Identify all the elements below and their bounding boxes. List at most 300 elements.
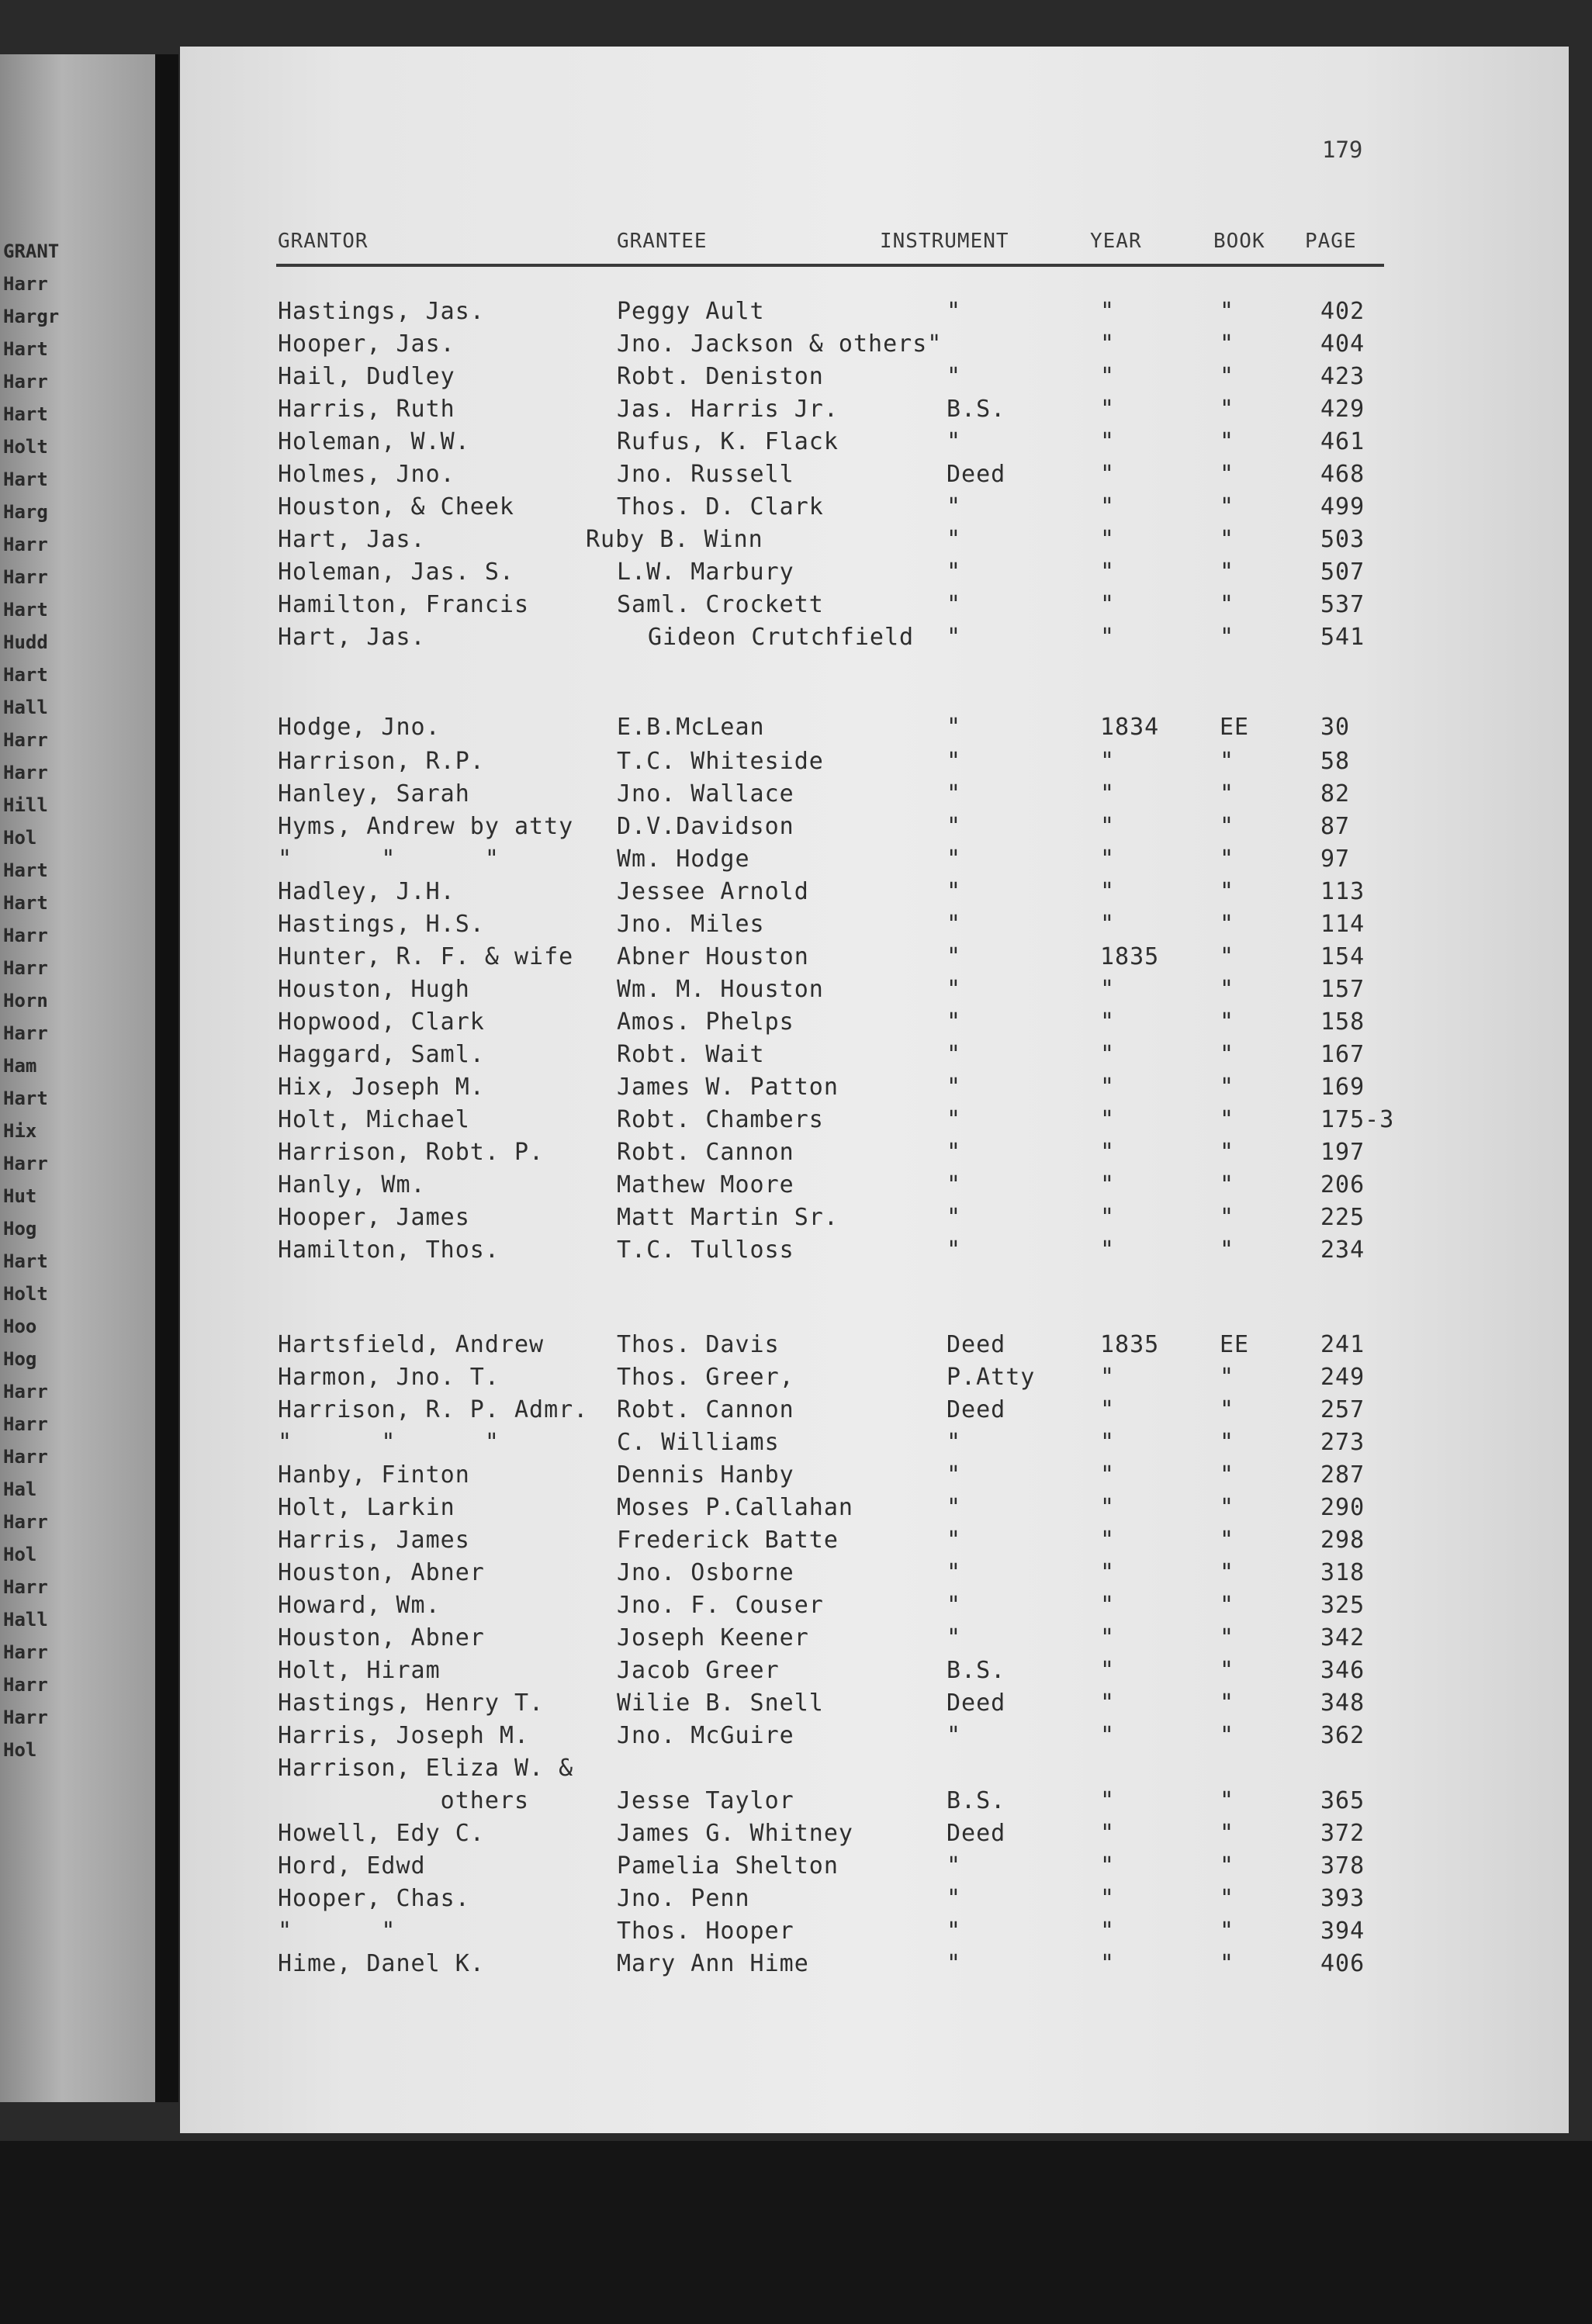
book-cell: " [1220, 591, 1235, 618]
page-cell: 537 [1320, 591, 1365, 618]
grantor-cell: Hyms, Andrew by atty [278, 813, 574, 840]
book-cell: " [1220, 1657, 1235, 1684]
grantee-cell: Saml. Crockett [617, 591, 824, 618]
left-page-text: Hoo [3, 1316, 37, 1337]
instrument-cell: Deed [947, 1820, 1006, 1847]
left-page-text: Harr [3, 957, 48, 979]
page-cell: 298 [1320, 1527, 1365, 1554]
left-page-text: Hal [3, 1478, 37, 1500]
book-cell: " [1220, 878, 1235, 905]
left-page-text: Hall [3, 697, 48, 718]
year-cell: " [1100, 1657, 1116, 1684]
instrument-cell: Deed [947, 1331, 1006, 1358]
instrument-cell: " [947, 363, 962, 390]
grantor-cell: Houston, Abner [278, 1624, 485, 1651]
grantor-cell: Harmon, Jno. T. [278, 1364, 500, 1391]
book-cell: " [1220, 1171, 1235, 1198]
page-cell: 342 [1320, 1624, 1365, 1651]
grantee-cell: Thos. Greer, [617, 1364, 794, 1391]
header-year: YEAR [1090, 230, 1142, 253]
instrument-cell: " [947, 943, 962, 970]
grantor-cell: Hime, Danel K. [278, 1950, 485, 1977]
grantee-cell: Robt. Wait [617, 1041, 765, 1068]
left-page-text: Harr [3, 1576, 48, 1598]
book-cell: " [1220, 1852, 1235, 1880]
page-cell: 206 [1320, 1171, 1365, 1198]
grantee-cell: Mary Ann Hime [617, 1950, 809, 1977]
grantor-cell: Hooper, Jas. [278, 330, 455, 358]
instrument-cell: " [947, 559, 962, 586]
grantee-cell: Gideon Crutchfield [648, 624, 915, 651]
left-page-text: Harr [3, 1446, 48, 1468]
grantor-cell: Houston, Abner [278, 1559, 485, 1586]
instrument-cell: " [947, 591, 962, 618]
book-cell: " [1220, 298, 1235, 325]
left-page-text: Harg [3, 501, 48, 523]
grantor-cell: Holt, Larkin [278, 1494, 455, 1521]
year-cell: " [1100, 1494, 1116, 1521]
instrument-cell: B.S. [947, 1657, 1006, 1684]
grantee-cell: Frederick Batte [617, 1527, 839, 1554]
instrument-cell: " [947, 1106, 962, 1133]
year-cell: " [1100, 363, 1116, 390]
year-cell: " [1100, 1885, 1116, 1912]
grantee-cell: Jno. Miles [617, 911, 765, 938]
year-cell: " [1100, 1139, 1116, 1166]
left-page-text: Harr [3, 1381, 48, 1402]
grantor-cell: Harris, James [278, 1527, 470, 1554]
book-cell: " [1220, 559, 1235, 586]
grantee-cell: Robt. Chambers [617, 1106, 824, 1133]
book-cell: " [1220, 1527, 1235, 1554]
book-cell: " [1220, 1950, 1235, 1977]
page-cell: 290 [1320, 1494, 1365, 1521]
left-page-text: Hudd [3, 631, 48, 653]
grantor-cell: Hunter, R. F. & wife [278, 943, 574, 970]
grantee-cell: Jas. Harris Jr. [617, 396, 839, 423]
book-cell: " [1220, 1236, 1235, 1264]
left-page-text: Harr [3, 1413, 48, 1435]
instrument-cell: " [947, 298, 962, 325]
grantor-cell: Howell, Edy C. [278, 1820, 485, 1847]
scan-background [0, 2141, 1592, 2324]
grantor-cell: Hodge, Jno. [278, 714, 441, 741]
grantor-cell: Harrison, Robt. P. [278, 1139, 545, 1166]
page-cell: 197 [1320, 1139, 1365, 1166]
grantee-cell: Amos. Phelps [617, 1008, 794, 1036]
header-instrument: INSTRUMENT [880, 230, 1009, 253]
grantor-cell: Hamilton, Thos. [278, 1236, 500, 1264]
grantee-cell: Robt. Deniston [617, 363, 824, 390]
book-cell: " [1220, 1008, 1235, 1036]
book-cell: " [1220, 330, 1235, 358]
page-number: 179 [1322, 137, 1363, 163]
instrument-cell: " [947, 1559, 962, 1586]
instrument-cell: Deed [947, 461, 1006, 488]
page-cell: 318 [1320, 1559, 1365, 1586]
grantor-cell: Hastings, H.S. [278, 911, 485, 938]
grantee-cell: Dennis Hanby [617, 1461, 794, 1489]
header-book: BOOK [1213, 230, 1265, 253]
year-cell: " [1100, 461, 1116, 488]
grantor-cell: Holmes, Jno. [278, 461, 455, 488]
book-cell: " [1220, 813, 1235, 840]
page-cell: 348 [1320, 1689, 1365, 1717]
grantor-cell: Hamilton, Francis [278, 591, 530, 618]
instrument-cell: " [947, 780, 962, 808]
book-cell: EE [1220, 714, 1250, 741]
left-page-text: Harr [3, 371, 48, 393]
book-cell: " [1220, 1396, 1235, 1423]
grantee-cell: D.V.Davidson [617, 813, 794, 840]
instrument-cell: Deed [947, 1396, 1006, 1423]
instrument-cell: " [947, 748, 962, 775]
year-cell: " [1100, 1074, 1116, 1101]
book-cell: " [1220, 428, 1235, 455]
instrument-cell: P.Atty [947, 1364, 1036, 1391]
grantor-cell: Houston, & Cheek [278, 493, 514, 520]
left-page-text: Harr [3, 273, 48, 295]
year-cell: " [1100, 493, 1116, 520]
year-cell: " [1100, 1008, 1116, 1036]
left-page-text: Hart [3, 403, 48, 425]
left-page-text: GRANT [3, 240, 60, 262]
page-cell: 273 [1320, 1429, 1365, 1456]
grantee-cell: Thos. D. Clark [617, 493, 824, 520]
page-cell: 461 [1320, 428, 1365, 455]
instrument-cell: " [947, 526, 962, 553]
page-cell: 175-3 [1320, 1106, 1395, 1133]
book-cell: " [1220, 1689, 1235, 1717]
left-page-text: Ham [3, 1055, 37, 1077]
year-cell: " [1100, 1787, 1116, 1814]
book-cell: " [1220, 1204, 1235, 1231]
grantor-cell: others [278, 1787, 530, 1814]
page-cell: 404 [1320, 330, 1365, 358]
book-cell: " [1220, 1559, 1235, 1586]
page-cell: 114 [1320, 911, 1365, 938]
grantor-cell: Holt, Michael [278, 1106, 470, 1133]
grantee-cell: Jno. McGuire [617, 1722, 794, 1749]
book-cell: " [1220, 1074, 1235, 1101]
year-cell: " [1100, 1429, 1116, 1456]
grantee-cell: Jacob Greer [617, 1657, 780, 1684]
page-cell: 30 [1320, 714, 1351, 741]
grantor-cell: Hart, Jas. [278, 526, 426, 553]
grantee-cell: T.C. Whiteside [617, 748, 824, 775]
page-cell: 468 [1320, 461, 1365, 488]
book-cell: " [1220, 1820, 1235, 1847]
book-cell: " [1220, 1885, 1235, 1912]
grantee-cell: Jno. Jackson & others" [617, 330, 943, 358]
year-cell: 1834 [1100, 714, 1160, 741]
left-page-text: Hart [3, 469, 48, 490]
year-cell: " [1100, 1364, 1116, 1391]
page-cell: 97 [1320, 846, 1351, 873]
left-page-text: Hart [3, 664, 48, 686]
left-page-text: Hart [3, 1088, 48, 1109]
year-cell: " [1100, 1852, 1116, 1880]
year-cell: " [1100, 298, 1116, 325]
instrument-cell: " [947, 493, 962, 520]
grantee-cell: Joseph Keener [617, 1624, 809, 1651]
year-cell: " [1100, 428, 1116, 455]
grantee-cell: Moses P.Callahan [617, 1494, 853, 1521]
grantee-cell: Abner Houston [617, 943, 809, 970]
grantor-cell: Hanley, Sarah [278, 780, 470, 808]
page-cell: 158 [1320, 1008, 1365, 1036]
book-cell: " [1220, 911, 1235, 938]
instrument-cell: " [947, 813, 962, 840]
book-cell: EE [1220, 1331, 1250, 1358]
instrument-cell: Deed [947, 1689, 1006, 1717]
grantee-cell: T.C. Tulloss [617, 1236, 794, 1264]
left-page-text: Harr [3, 1153, 48, 1174]
instrument-cell: " [947, 1592, 962, 1619]
book-cell: " [1220, 363, 1235, 390]
grantor-cell: " " " [278, 1429, 500, 1456]
page-cell: 503 [1320, 526, 1365, 553]
grantor-cell: Harrison, Eliza W. & [278, 1755, 574, 1782]
grantor-cell: " " " [278, 846, 500, 873]
grantee-cell: Rufus, K. Flack [617, 428, 839, 455]
left-page-text: Harr [3, 762, 48, 783]
left-page-edge [0, 54, 155, 2102]
grantor-cell: Hooper, Chas. [278, 1885, 470, 1912]
year-cell: " [1100, 1527, 1116, 1554]
grantee-cell: Wm. M. Houston [617, 976, 824, 1003]
grantee-cell: Robt. Cannon [617, 1139, 794, 1166]
page-cell: 154 [1320, 943, 1365, 970]
left-page-text: Harr [3, 1022, 48, 1044]
header-grantee: GRANTEE [617, 230, 708, 253]
year-cell: " [1100, 1592, 1116, 1619]
year-cell: " [1100, 846, 1116, 873]
left-page-text: Harr [3, 566, 48, 588]
grantee-cell: Jno. Russell [617, 461, 794, 488]
year-cell: 1835 [1100, 943, 1160, 970]
grantee-cell: Jessee Arnold [617, 878, 809, 905]
grantor-cell: Hanly, Wm. [278, 1171, 426, 1198]
grantor-cell: Holeman, Jas. S. [278, 559, 514, 586]
grantor-cell: Hanby, Finton [278, 1461, 470, 1489]
grantor-cell: Houston, Hugh [278, 976, 470, 1003]
page-cell: 58 [1320, 748, 1351, 775]
year-cell: " [1100, 1171, 1116, 1198]
page-cell: 429 [1320, 396, 1365, 423]
left-page-text: Hart [3, 859, 48, 881]
instrument-cell: " [947, 878, 962, 905]
grantor-cell: Harris, Ruth [278, 396, 455, 423]
left-page-text: Harr [3, 925, 48, 946]
grantee-cell: Jno. Penn [617, 1885, 750, 1912]
page-cell: 362 [1320, 1722, 1365, 1749]
grantee-cell: Ruby B. Winn [586, 526, 763, 553]
instrument-cell: " [947, 1852, 962, 1880]
year-cell: " [1100, 1396, 1116, 1423]
grantee-cell: Thos. Hooper [617, 1918, 794, 1945]
grantor-cell: Harrison, R. P. Admr. [278, 1396, 589, 1423]
page-cell: 157 [1320, 976, 1365, 1003]
grantor-cell: Holt, Hiram [278, 1657, 441, 1684]
grantee-cell: Peggy Ault [617, 298, 765, 325]
book-cell: " [1220, 1429, 1235, 1456]
page-cell: 225 [1320, 1204, 1365, 1231]
grantor-cell: Hadley, J.H. [278, 878, 455, 905]
instrument-cell: " [947, 1885, 962, 1912]
page-cell: 365 [1320, 1787, 1365, 1814]
page-cell: 87 [1320, 813, 1351, 840]
book-cell: " [1220, 1364, 1235, 1391]
year-cell: " [1100, 1918, 1116, 1945]
instrument-cell: " [947, 1074, 962, 1101]
grantor-cell: Hix, Joseph M. [278, 1074, 485, 1101]
page-cell: 393 [1320, 1885, 1365, 1912]
instrument-cell: " [947, 1527, 962, 1554]
year-cell: " [1100, 813, 1116, 840]
page-cell: 541 [1320, 624, 1365, 651]
year-cell: " [1100, 1106, 1116, 1133]
page-cell: 499 [1320, 493, 1365, 520]
page-cell: 249 [1320, 1364, 1365, 1391]
instrument-cell: " [947, 1429, 962, 1456]
page-cell: 169 [1320, 1074, 1365, 1101]
page-cell: 402 [1320, 298, 1365, 325]
instrument-cell: " [947, 1461, 962, 1489]
header-page: PAGE [1305, 230, 1357, 253]
instrument-cell: " [947, 428, 962, 455]
grantor-cell: Harris, Joseph M. [278, 1722, 530, 1749]
instrument-cell: " [947, 1494, 962, 1521]
year-cell: " [1100, 624, 1116, 651]
grantee-cell: Jno. Wallace [617, 780, 794, 808]
instrument-cell: " [947, 846, 962, 873]
page-cell: 507 [1320, 559, 1365, 586]
page-cell: 372 [1320, 1820, 1365, 1847]
book-cell: " [1220, 461, 1235, 488]
left-page-text: Harr [3, 1674, 48, 1696]
book-cell: " [1220, 1624, 1235, 1651]
grantor-cell: Harrison, R.P. [278, 748, 485, 775]
year-cell: " [1100, 878, 1116, 905]
year-cell: " [1100, 591, 1116, 618]
instrument-cell: " [947, 714, 962, 741]
grantee-cell: Matt Martin Sr. [617, 1204, 839, 1231]
book-cell: " [1220, 1041, 1235, 1068]
left-page-text: Holt [3, 1283, 48, 1305]
year-cell: " [1100, 1722, 1116, 1749]
grantee-cell: Mathew Moore [617, 1171, 794, 1198]
year-cell: " [1100, 1461, 1116, 1489]
instrument-cell: " [947, 1722, 962, 1749]
instrument-cell: " [947, 624, 962, 651]
book-spine [155, 54, 178, 2102]
book-cell: " [1220, 1592, 1235, 1619]
instrument-cell: " [947, 1950, 962, 1977]
grantee-cell: Wilie B. Snell [617, 1689, 824, 1717]
year-cell: " [1100, 559, 1116, 586]
instrument-cell: " [947, 1139, 962, 1166]
page-cell: 241 [1320, 1331, 1365, 1358]
book-cell: " [1220, 976, 1235, 1003]
year-cell: " [1100, 780, 1116, 808]
book-cell: " [1220, 1722, 1235, 1749]
left-page-text: Harr [3, 1511, 48, 1533]
instrument-cell: " [947, 1236, 962, 1264]
page-cell: 234 [1320, 1236, 1365, 1264]
grantee-cell: Jno. F. Couser [617, 1592, 824, 1619]
year-cell: " [1100, 1624, 1116, 1651]
instrument-cell: " [947, 1041, 962, 1068]
grantor-cell: Hooper, James [278, 1204, 470, 1231]
grantor-cell: Hastings, Jas. [278, 298, 485, 325]
year-cell: " [1100, 1204, 1116, 1231]
page-cell: 82 [1320, 780, 1351, 808]
grantee-cell: Pamelia Shelton [617, 1852, 839, 1880]
page-cell: 257 [1320, 1396, 1365, 1423]
book-cell: " [1220, 943, 1235, 970]
book-cell: " [1220, 526, 1235, 553]
year-cell: " [1100, 1950, 1116, 1977]
book-cell: " [1220, 1106, 1235, 1133]
grantor-cell: Hastings, Henry T. [278, 1689, 545, 1717]
book-cell: " [1220, 1461, 1235, 1489]
grantee-cell: Robt. Cannon [617, 1396, 794, 1423]
year-cell: 1835 [1100, 1331, 1160, 1358]
book-cell: " [1220, 396, 1235, 423]
year-cell: " [1100, 526, 1116, 553]
instrument-cell: " [947, 911, 962, 938]
left-page-text: Hol [3, 827, 37, 849]
book-cell: " [1220, 1139, 1235, 1166]
header-rule [276, 264, 1384, 267]
left-page-text: Hol [3, 1739, 37, 1761]
instrument-cell: " [947, 976, 962, 1003]
year-cell: " [1100, 1041, 1116, 1068]
grantor-cell: " " [278, 1918, 396, 1945]
year-cell: " [1100, 976, 1116, 1003]
left-page-text: Hut [3, 1185, 37, 1207]
book-cell: " [1220, 1787, 1235, 1814]
book-cell: " [1220, 748, 1235, 775]
instrument-cell: " [947, 1204, 962, 1231]
grantee-cell: E.B.McLean [617, 714, 765, 741]
grantor-cell: Holeman, W.W. [278, 428, 470, 455]
page-cell: 167 [1320, 1041, 1365, 1068]
left-page-text: Hog [3, 1348, 37, 1370]
page-cell: 346 [1320, 1657, 1365, 1684]
left-page-text: Horn [3, 990, 48, 1012]
book-cell: " [1220, 1494, 1235, 1521]
page-cell: 113 [1320, 878, 1365, 905]
book-cell: " [1220, 493, 1235, 520]
header-grantor: GRANTOR [278, 230, 369, 253]
year-cell: " [1100, 396, 1116, 423]
book-cell: " [1220, 846, 1235, 873]
left-page-text: Hog [3, 1218, 37, 1240]
year-cell: " [1100, 748, 1116, 775]
page-cell: 394 [1320, 1918, 1365, 1945]
page-cell: 287 [1320, 1461, 1365, 1489]
grantee-cell: C. Williams [617, 1429, 780, 1456]
page-cell: 423 [1320, 363, 1365, 390]
instrument-cell: B.S. [947, 1787, 1006, 1814]
year-cell: " [1100, 1820, 1116, 1847]
grantor-cell: Hopwood, Clark [278, 1008, 485, 1036]
left-page-text: Hall [3, 1609, 48, 1631]
left-page-text: Holt [3, 436, 48, 458]
instrument-cell: " [947, 1918, 962, 1945]
